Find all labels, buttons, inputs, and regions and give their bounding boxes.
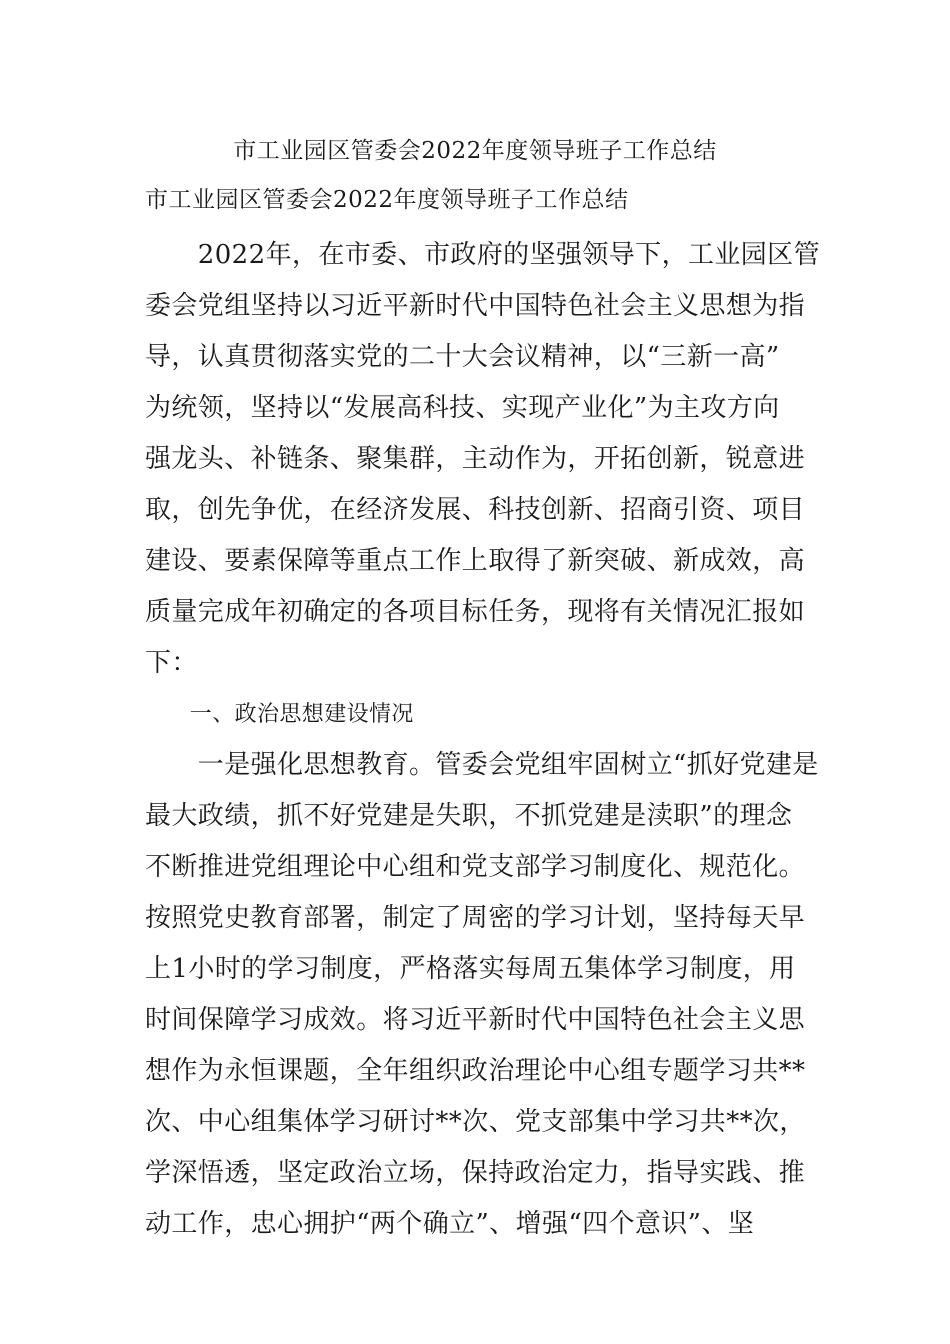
paragraph-line: 委会党组坚持以习近平新时代中国特色社会主义思想为指	[145, 291, 806, 321]
paragraph-line: 为统领，坚持以“发展高科技、实现产业化”为主攻方向	[145, 393, 780, 423]
paragraph-line: 上1小时的学习制度，严格落实每周五集体学习制度，用	[145, 954, 796, 984]
paragraph-line: 想作为永恒课题，全年组织政治理论中心组专题学习共**	[145, 1056, 806, 1086]
paragraph-line: 强龙头、补链条、聚集群，主动作为，开拓创新，锐意进	[145, 444, 806, 474]
paragraph-line: 取，创先争优，在经济发展、科技创新、招商引资、项目	[145, 495, 806, 525]
paragraph-line: 2022年，在市委、市政府的坚强领导下，工业园区管	[145, 240, 820, 270]
paragraph-line: 动工作，忠心拥护“两个确立”、增强“四个意识”、坚	[145, 1209, 755, 1239]
paragraph-line: 质量完成年初确定的各项目标任务，现将有关情况汇报如	[145, 597, 806, 627]
paragraph-line: 最大政绩，抓不好党建是失职，不抓党建是渎职”的理念	[145, 801, 793, 831]
document-body	[145, 230, 820, 1250]
paragraph-line: 次、中心组集体学习研讨**次、党支部集中学习共**次，	[145, 1107, 806, 1137]
document-title-centered: 市工业园区管委会2022年度领导班子工作总结	[233, 138, 717, 164]
document-title-left: 市工业园区管委会2022年度领导班子工作总结	[145, 187, 629, 213]
paragraph-line: 下：	[145, 648, 198, 678]
paragraph-line: 学深悟透，坚定政治立场，保持政治定力，指导实践、推	[145, 1158, 806, 1188]
paragraph-line: 一是强化思想教育。管委会党组牢固树立“抓好党建是	[145, 750, 819, 780]
paragraph-line: 不断推进党组理论中心组和党支部学习制度化、规范化。	[145, 852, 806, 882]
section-heading: 一、政治思想建设情况	[145, 702, 414, 727]
paragraph-line: 导，认真贯彻落实党的二十大会议精神，以“三新一高”	[145, 342, 780, 372]
paragraph-line: 建设、要素保障等重点工作上取得了新突破、新成效，高	[145, 546, 806, 576]
paragraph-line: 按照党史教育部署，制定了周密的学习计划，坚持每天早	[145, 903, 806, 933]
paragraph-line: 时间保障学习成效。将习近平新时代中国特色社会主义思	[145, 1005, 806, 1035]
